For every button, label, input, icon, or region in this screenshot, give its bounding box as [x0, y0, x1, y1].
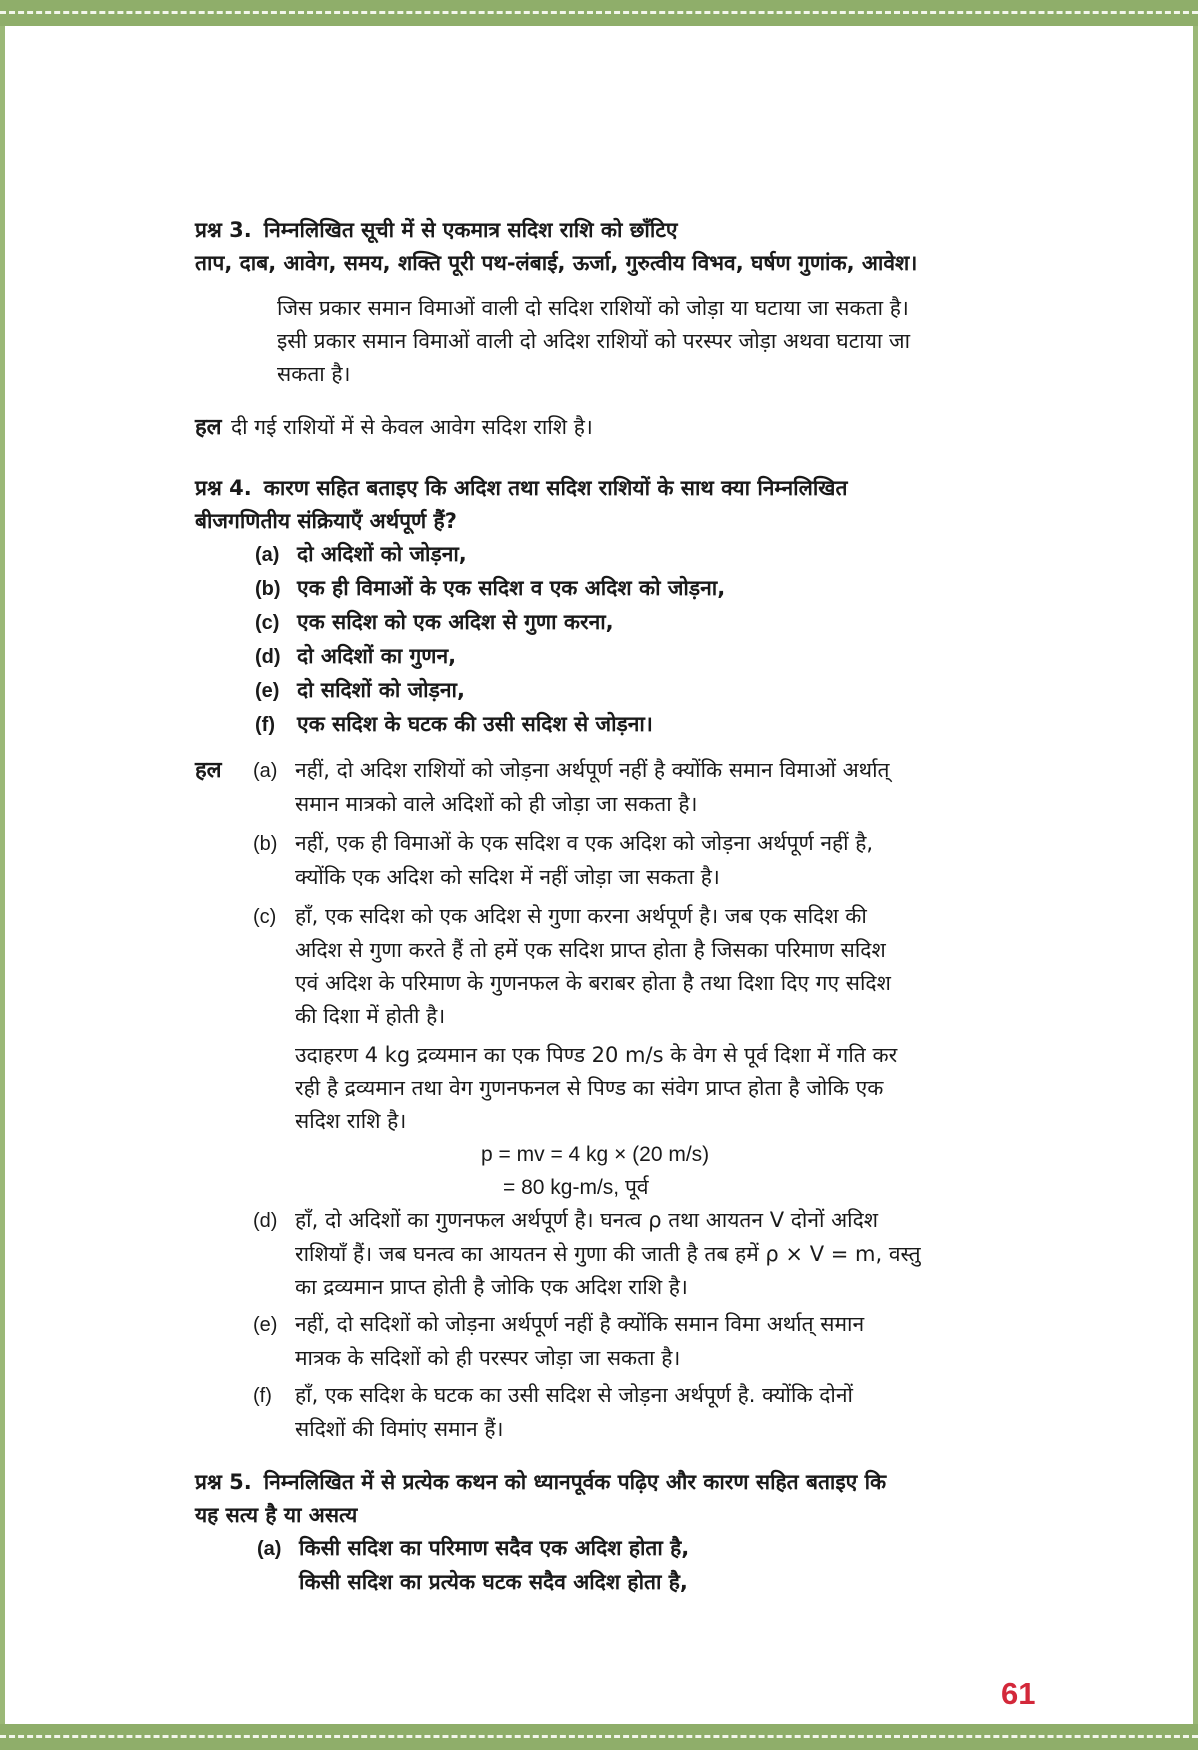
- q3-heading: [195, 214, 1055, 247]
- q4-answer-b-line-1: (b) नहीं, एक ही विमाओं के एक सदिश व एक अदिश को जोड़ना अर्थपूर्ण नहीं है,: [253, 831, 874, 855]
- q5-title-line-2: यह सत्य है या असत्य: [195, 1503, 358, 1527]
- q3-hal-label: हल: [195, 415, 222, 440]
- example-line-3: सदिश राशि है।: [295, 1109, 407, 1133]
- q4-option-a: (a) दो अदिशों को जोड़ना,: [255, 542, 467, 566]
- q4-option-d: (d) दो अदिशों का गुणन,: [255, 644, 457, 668]
- page: [0, 26, 1198, 1724]
- q3-list: ताप, दाब, आवेग, समय, शक्ति पूरी पथ-लंबाई, ऊर्जा, गुरुत्वीय विभव, घर्षण गुणांक, आवेश।: [195, 251, 918, 275]
- example-line-1: उदाहरण 4 kg द्रव्यमान का एक पिण्ड 20 m/s के वेग से पूर्व दिशा में गति कर: [295, 1043, 898, 1067]
- q3-answer: [195, 411, 1055, 444]
- q4-answer-f-line-2: सदिशों की विमांए समान हैं।: [295, 1417, 504, 1441]
- q4-option-b: (b) एक ही विमाओं के एक सदिश व एक अदिश को जोड़ना,: [255, 576, 726, 600]
- example-line-2: रही है द्रव्यमान तथा वेग गुणनफनल से पिण्ड का संवेग प्राप्त होता है जोकि एक: [295, 1076, 884, 1100]
- q3-note-line-2: इसी प्रकार समान विमाओं वाली दो अदिश राशियों को परस्पर जोड़ा अथवा घटाया जा: [277, 329, 911, 353]
- q4-answer-d-line-1: (d) हाँ, दो अदिशों का गुणनफल अर्थपूर्ण है। घनत्व ρ तथा आयतन V दोनों अदिश: [253, 1208, 879, 1232]
- q4-answer-c-line-2: अदिश से गुणा करते हैं तो हमें एक सदिश प्राप्त होता है जिसका परिमाण सदिश: [295, 938, 886, 962]
- top-border: [0, 0, 1198, 26]
- q4-answer-b-line-2: क्योंकि एक अदिश को सदिश में नहीं जोड़ा जा सकता है।: [295, 865, 720, 889]
- q3-note-line-3: सकता है।: [277, 362, 351, 386]
- q5-heading: [195, 1466, 1055, 1499]
- q4-answer-d-line-2: राशियाँ हैं। जब घनत्व का आयतन से गुणा की जाती है तब हमें ρ × V = m, वस्तु: [295, 1242, 921, 1266]
- q5-title-line-1: निम्नलिखित में से प्रत्येक कथन को ध्यानपूर्वक पढ़िए और कारण सहित बताइए कि: [263, 1470, 887, 1494]
- q4-answer-e-line-1: (e) नहीं, दो सदिशों को जोड़ना अर्थपूर्ण नहीं है क्योंकि समान विमा अर्थात् समान: [253, 1312, 865, 1336]
- page-number: 61: [1001, 1676, 1036, 1711]
- q3-answer-text: दी गई राशियों में से केवल आवेग सदिश राशि है।: [231, 415, 593, 439]
- q4-option-e: (e) दो सदिशों को जोड़ना,: [255, 678, 465, 702]
- q4-answer-c-line-1: (c) हाँ, एक सदिश को एक अदिश से गुणा करना अर्थपूर्ण है। जब एक सदिश की: [253, 904, 867, 928]
- q4-answer-d-line-3: का द्रव्यमान प्राप्त होती है जोकि एक अदिश राशि है।: [295, 1275, 688, 1299]
- q4-option-c: (c) एक सदिश को एक अदिश से गुणा करना,: [255, 610, 614, 634]
- page-content: [195, 214, 1055, 1599]
- q4-label: प्रश्न 4.: [195, 476, 252, 500]
- q4-title-line-2: बीजगणितीय संक्रियाएँ अर्थपूर्ण हैं?: [195, 509, 457, 533]
- q3-label: प्रश्न 3.: [195, 218, 252, 242]
- formula-line-1: p = mv = 4 kg × (20 m/s): [481, 1143, 710, 1166]
- q4-heading: [195, 472, 1055, 505]
- q4-answer-c-line-3: एवं अदिश के परिमाण के गुणनफल के बराबर होता है तथा दिशा दिए गए सदिश: [295, 971, 891, 995]
- q4-answer-f-line-1: (f) हाँ, एक सदिश के घटक का उसी सदिश से जोड़ना अर्थपूर्ण है. क्योंकि दोनों: [253, 1383, 853, 1407]
- q4-option-f: (f) एक सदिश के घटक की उसी सदिश से जोड़ना।: [255, 712, 653, 736]
- q3-note-line-1: जिस प्रकार समान विमाओं वाली दो सदिश राशियों को जोड़ा या घटाया जा सकता है।: [277, 296, 909, 320]
- q4-title-line-1: कारण सहित बताइए कि अदिश तथा सदिश राशियों के साथ क्या निम्नलिखित: [263, 476, 848, 500]
- formula-line-2: = 80 kg-m/s, पूर्व: [503, 1176, 649, 1199]
- q5-item-line-2: किसी सदिश का प्रत्येक घटक सदैव अदिश होता है,: [299, 1570, 688, 1594]
- q4-answer-a-line-2: समान मात्रको वाले अदिशों को ही जोड़ा जा सकता है।: [295, 792, 698, 816]
- q5-item-line-1: (a) किसी सदिश का परिमाण सदैव एक अदिश होता है,: [257, 1536, 690, 1560]
- bottom-border: [0, 1724, 1198, 1750]
- q5-label: प्रश्न 5.: [195, 1470, 252, 1494]
- q4-answer-c-line-4: की दिशा में होती है।: [295, 1004, 446, 1028]
- q3-title: निम्नलिखित सूची में से एकमात्र सदिश राशि को छाँटिए: [263, 218, 678, 242]
- q4-answer-a-line-1: हल (a) नहीं, दो अदिश राशियों को जोड़ना अर्थपूर्ण नहीं है क्योंकि समान विमाओं अर्थात्: [195, 754, 1055, 788]
- q4-hal-label: हल: [195, 758, 222, 783]
- q4-answer-e-line-2: मात्रक के सदिशों को ही परस्पर जोड़ा जा सकता है।: [295, 1346, 681, 1370]
